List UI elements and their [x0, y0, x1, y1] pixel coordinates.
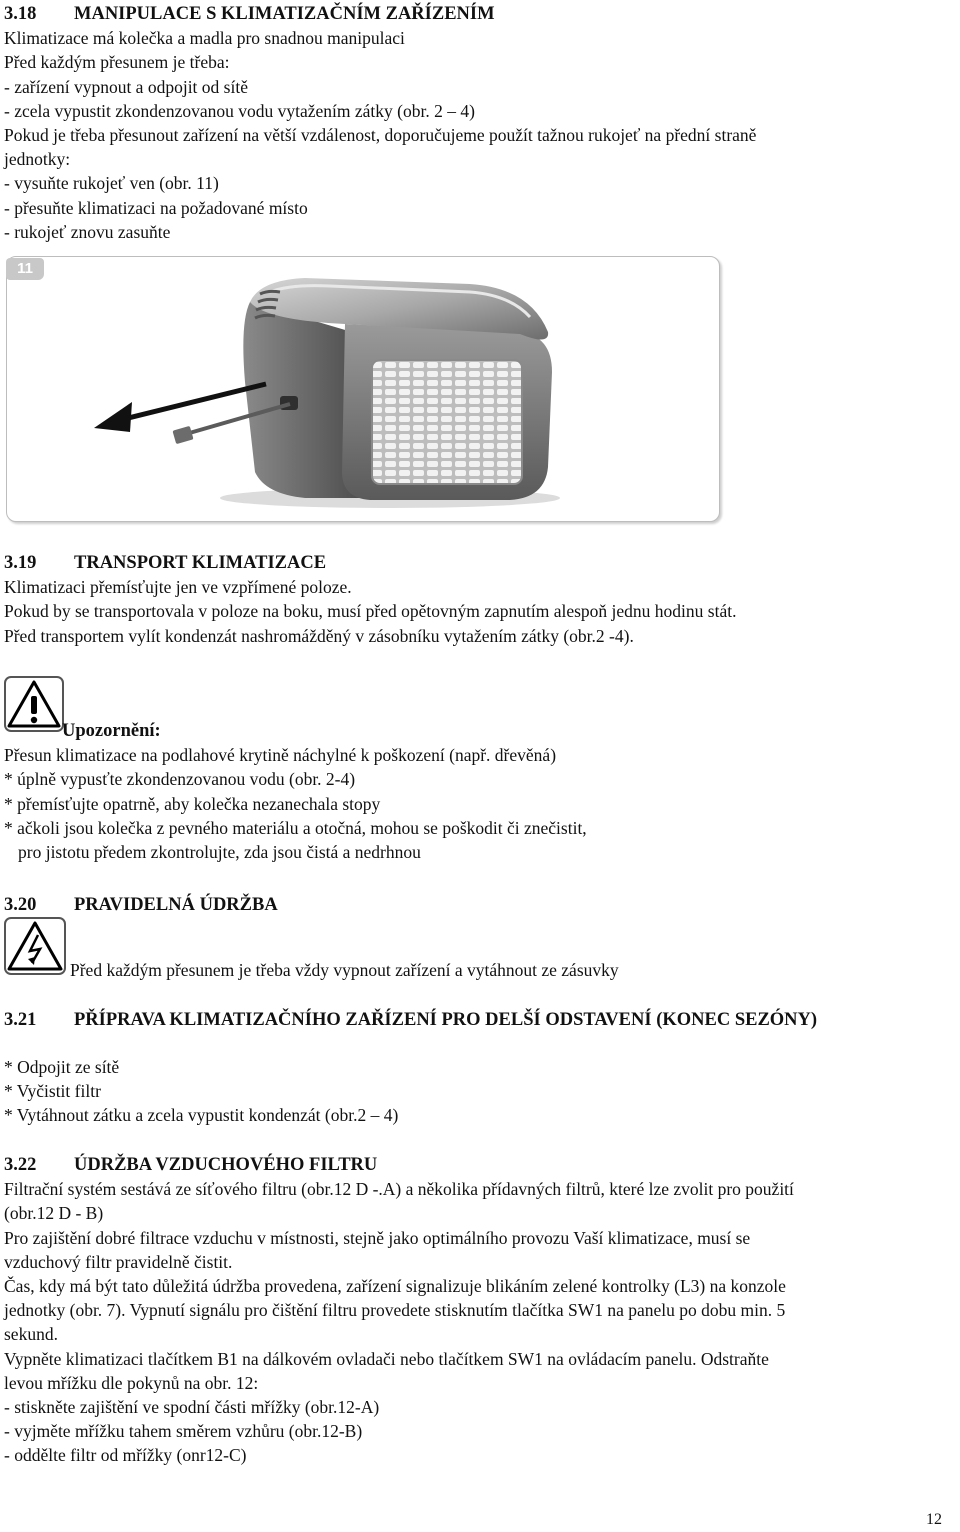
air-conditioner-illustration: [90, 262, 570, 512]
section-number: 3.22: [4, 1155, 37, 1175]
section-3-20-note: [70, 958, 946, 982]
paragraph-line: - vyjměte mřížku tahem směrem vzhůru (obr.12-B): [4, 1421, 363, 1442]
section-3-19: [4, 551, 946, 648]
section-3-22: [4, 1153, 946, 1468]
section-3-21-list: [4, 1055, 946, 1128]
paragraph-line: Před transportem vylít kondenzát nashromážděný v zásobníku vytažením zátky (obr.2 -4).: [4, 625, 634, 646]
paragraph-line: * ačkoli jsou kolečka z pevného materiálu a otočná, mohou se poškodit či znečistit,: [4, 817, 587, 838]
section-title: MANIPULACE S KLIMATIZAČNÍM ZAŘÍZENÍM: [74, 4, 495, 24]
paragraph-line: - rukojeť znovu zasuňte: [4, 221, 171, 242]
paragraph-line: Před každým přesunem je třeba vždy vypnout zařízení a vytáhnout ze zásuvky: [70, 960, 619, 980]
section-title: PRAVIDELNÁ ÚDRŽBA: [74, 895, 278, 915]
paragraph-line: (obr.12 D - B): [4, 1203, 104, 1224]
paragraph-line: Pokud by se transportovala v poloze na boku, musí před opětovným zapnutím alespoň jednu hodinu stát.: [4, 601, 737, 622]
paragraph-line: - přesuňte klimatizaci na požadované místo: [4, 197, 308, 218]
paragraph-line: Čas, kdy má být tato důležitá údržba provedena, zařízení signalizuje blikáním zelené kontrolky (L3) na konzole: [4, 1276, 786, 1297]
section-number: 3.21: [4, 1010, 37, 1030]
section-heading: [4, 2, 946, 26]
section-number: 3.18: [4, 4, 37, 24]
paragraph-line: vzduchový filtr pravidelně čistit.: [4, 1251, 233, 1272]
warning-title: Upozornění:: [62, 721, 161, 741]
paragraph-line: jednotky:: [4, 149, 71, 170]
paragraph-line: Přesun klimatizace na podlahové krytině náchylné k poškození (např. dřevěná): [4, 745, 557, 766]
section-3-20: [4, 893, 946, 917]
paragraph-line: - stiskněte zajištění ve spodní části mřížky (obr.12-A): [4, 1397, 380, 1418]
paragraph-line: sekund.: [4, 1324, 58, 1345]
list-item: * Odpojit ze sítě: [4, 1057, 120, 1077]
paragraph-line: Pokud je třeba přesunout zařízení na větší vzdálenost, doporučujeme použít tažnou rukojeť na přední straně: [4, 125, 757, 146]
paragraph-line: Vypněte klimatizaci tlačítkem B1 na dálkovém ovladači nebo tlačítkem SW1 na ovládacím panelu. Odstraňte: [4, 1348, 769, 1369]
section-title: TRANSPORT KLIMATIZACE: [74, 553, 327, 573]
paragraph-line: - zcela vypustit zkondenzovanou vodu vytažením zátky (obr. 2 – 4): [4, 100, 475, 121]
paragraph-line: pro jistotu předem zkontrolujte, zda jsou čistá a nedrhnou: [18, 842, 421, 863]
figure-label-badge: 11: [6, 258, 44, 280]
electric-hazard-icon: [4, 917, 66, 975]
paragraph-line: Filtrační systém sestává ze síťového filtru (obr.12 D -.A) a několika přídavných filtrů, které lze zvolit pro použití: [4, 1179, 794, 1200]
section-heading: [4, 893, 946, 917]
section-title: PŘÍPRAVA KLIMATIZAČNÍHO ZAŘÍZENÍ PRO DELŠÍ ODSTAVENÍ (KONEC SEZÓNY): [74, 1010, 818, 1030]
paragraph-line: * úplně vypusťte zkondenzovanou vodu (obr. 2-4): [4, 769, 356, 790]
page-number: 12: [926, 1511, 942, 1528]
paragraph-line: - zařízení vypnout a odpojit od sítě: [4, 76, 248, 97]
paragraph-line: * přemísťujte opatrně, aby kolečka nezanechala stopy: [4, 793, 381, 814]
list-item: * Vyčistit filtr: [4, 1081, 101, 1102]
section-heading: [4, 1153, 946, 1177]
paragraph-line: levou mřížku dle pokynů na obr. 12:: [4, 1372, 259, 1393]
section-3-18: [4, 2, 946, 244]
paragraph-line: jednotky (obr. 7). Vypnutí signálu pro čištění filtru provedete stisknutím tlačítka SW1 na panelu po dobu min. 5: [4, 1300, 786, 1321]
section-number: 3.20: [4, 895, 37, 915]
paragraph-line: Před každým přesunem je třeba:: [4, 52, 230, 73]
section-title: ÚDRŽBA VZDUCHOVÉHO FILTRU: [74, 1155, 378, 1175]
paragraph-line: Klimatizace má kolečka a madla pro snadnou manipulaci: [4, 28, 405, 49]
section-heading: [4, 551, 946, 575]
warning-block: [4, 719, 946, 864]
paragraph-line: - vysuňte rukojeť ven (obr. 11): [4, 173, 219, 194]
paragraph-line: Pro zajištění dobré filtrace vzduchu v místnosti, stejně jako optimálního provozu Vaší klimatizace, musí se: [4, 1227, 751, 1248]
paragraph-line: - oddělte filtr od mřížky (onr12-C): [4, 1445, 247, 1466]
section-heading: [4, 1008, 946, 1032]
paragraph-line: Klimatizaci přemísťujte jen ve vzpřímené poloze.: [4, 577, 352, 598]
section-3-21: [4, 1008, 946, 1032]
list-item: * Vytáhnout zátku a zcela vypustit kondenzát (obr.2 – 4): [4, 1105, 399, 1126]
section-number: 3.19: [4, 553, 37, 573]
